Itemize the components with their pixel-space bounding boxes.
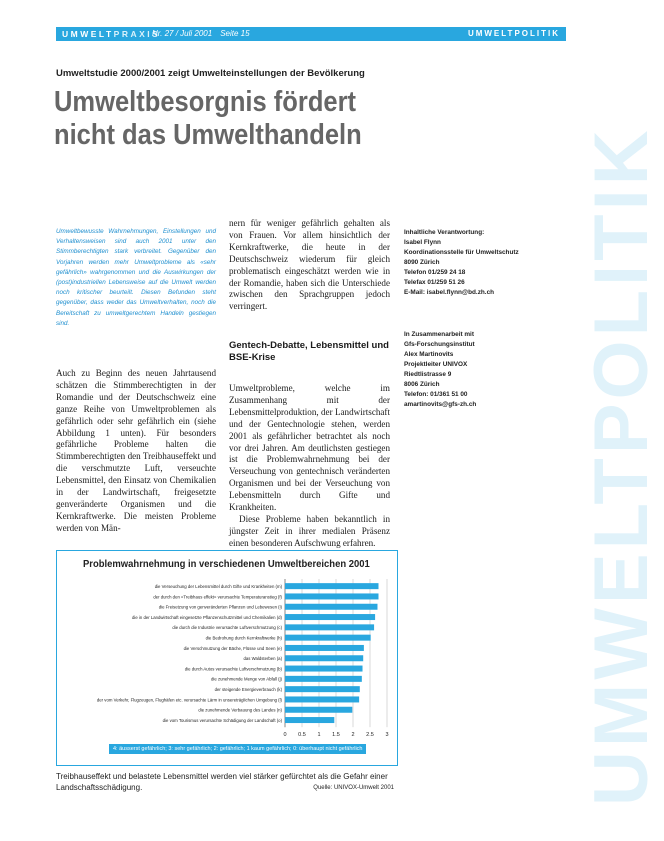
chart-bar [285,614,375,620]
article-subhead: Gentech-Debatte, Lebensmittel und BSE-Krise [229,340,389,363]
page-number: Seite 15 [220,29,250,38]
contact-line: Alex Martinovits [404,351,454,358]
headline-line-1: Umweltbesorgnis fördert [54,86,357,118]
contact-line: Riedtlistrasse 9 [404,371,452,378]
chart-bar [285,635,371,641]
chart-bar [285,593,379,599]
category-label: der durch den «Treibhaus effekt» verursachte Temperaturanstieg (f) [153,594,282,600]
header-bar [56,27,566,41]
chart-bar [285,696,359,702]
contact-line: In Zusammenarbeit mit [404,331,474,338]
chart-figure [56,550,398,766]
x-tick-label: 2 [351,732,355,739]
category-label: die vom Tourismus verursachte Schädigung der Landschaft (o) [162,717,282,723]
article-kicker: Umweltstudie 2000/2001 zeigt Umwelteinstellungen der Bevölkerung [56,68,365,79]
x-tick-label: 3 [385,732,389,739]
contact-line: Telefax 01/259 51 26 [404,279,465,286]
category-label: die Freisetzung von genveränderten Pflanzen und Lebewesen (i) [158,604,282,610]
category-label: der vom Verkehr, Flugzeugen, Flughäfen etc. verursachte Lärm in unsereträglichen Umgebung (l) [96,697,282,703]
category-label: die zunehmende Menge von Abfall (j) [211,676,282,682]
chart-bar [285,717,334,723]
chart-legend: 4: äusserst gefährlich; 3: sehr gefährlich; 2: gefährlich; 1 kaum gefährlich; 0: überhaupt nicht gefährlich [109,744,366,754]
body-column-2-continued [229,383,390,550]
category-label: die durch Autos verursachte Luftverschmutzung (b) [184,666,282,672]
category-label: die zunehmende Verbauung des Landes (n) [198,707,282,713]
x-tick-label: 0 [283,732,287,739]
chart-bar [285,707,352,713]
chart-bar [285,583,379,589]
category-label: die Verschmutzung der Bäche, Flüsse und Seen (e) [183,645,282,651]
chart-bar [285,624,374,630]
contact-line: Gfs-Forschungsinstitut [404,341,475,348]
figure-caption: Treibhauseffekt und belastete Lebensmittel werden viel stärker gefürchtet als die Gefahr einer Landschaftsschädigung. [56,772,388,792]
section-watermark: UMWELTPOLITIK [579,126,664,806]
chart-bar [285,676,362,682]
chart-bar [285,686,360,692]
x-tick-label: 0.5 [298,732,306,739]
body-paragraph: Diese Probleme haben bekanntlich in jüngster Zeit in ihrer medialen Präsenz einen besonderen Aufschwung erfahren. [229,513,390,548]
article-headline [54,86,406,152]
contact-email[interactable]: amartinovits@gfs-zh.ch [404,401,477,408]
category-label: die Verseuchung der Lebensmittel durch Gifte und Krankheiten (m) [154,583,282,589]
contact-email[interactable]: E-Mail: isabel.flynn@bd.zh.ch [404,289,495,296]
category-label: die Bedrohung durch Kernkraftwerke (h) [205,635,282,641]
brand-logo: UMWELTPRAXIS [62,29,161,39]
chart-bar [285,604,377,610]
chart-bar [285,645,364,651]
contact-line: 8006 Zürich [404,381,440,388]
section-label: UMWELTPOLITIK [467,29,560,38]
article-lead: Umweltbewusste Wahrnehmungen, Einstellungen und Verhaltensweisen sind auch 2001 unter den Stimmberechtigten stark verbreitet. Gegenüber den Vorjahren werden mehr Umweltprobleme als «sehr gefährlich» wahrgenommen und die Auswirkungen der (post)industriellen Lebensweise auf die Umwelt werden noch kritischer beurteilt. Diesen Befunden steht gegenüber, dass weder das Umweltverhalten, noch die Bereitschaft zu umweltgerechtem Handeln gestiegen sind. [56,228,216,327]
contact-block-responsible [404,228,554,298]
contact-line: Projektleiter UNIVOX [404,361,468,368]
contact-line: Koordinationsstelle für Umweltschutz [404,249,519,256]
figure-source: Quelle: UNIVOX-Umwelt 2001 [313,785,394,791]
x-tick-label: 1.5 [332,732,340,739]
contact-line: Telefon: 01/361 51 00 [404,391,468,398]
contact-block-partner [404,330,554,410]
category-label: der steigende Energieverbrauch (k) [214,686,282,692]
headline-line-2: nicht das Umwelthandeln [54,119,362,151]
x-tick-label: 2.5 [366,732,374,739]
bar-chart [57,551,397,765]
contact-line: Isabel Flynn [404,239,441,246]
chart-bar [285,666,363,672]
body-column-1: Auch zu Beginn des neuen Jahrtausend schätzen die Stimmberechtigten in der Romandie und der Deutschschweiz eine ganze Reihe von Umweltproblemen als gefährlich oder sehr gefährlich ein (siehe Abbildung 1 unten). Für besonders gefährliche Probleme halten die Stimmberechtigten den Treibhauseffekt und die verschmutzte Luft, verseuchte Lebensmittel, den Einsatz von Chemikalien in der Landwirtschaft, freigesetzte genveränderte Organismen und die Kernkraftwerke. Die meisten Probleme werden von Män- [56,368,216,533]
body-column-2: nern für weniger gefährlich gehalten als von Frauen. Vor allem hinsichtlich der Kernkraftwerke, die heute in der Deutschschweiz wiederum für gleich problematisch eingeschätzt werden wie in der Romandie, haben sich die Unterschiede zwischen den Sprachgruppen jedoch verringert. [229,218,390,312]
category-label: die durch die Industrie verursachte Luftverschmutzung (c) [172,625,282,631]
issue-info [152,27,258,41]
contact-line: Telefon 01/259 24 18 [404,269,466,276]
category-label: das Waldsterben (a) [243,656,282,662]
category-label: die in der Landwirtschaft eingesetzte Pflanzenschutzmittel und Chemikalien (d) [132,614,282,620]
contact-line: Inhaltliche Verantwortung: [404,229,485,236]
chart-title: Problemwahrnehmung in verschiedenen Umweltbereichen 2001 [83,558,370,570]
issue-number: Nr. 27 / Juli 2001 [152,29,213,38]
chart-bar [285,655,363,661]
body-paragraph: Umweltprobleme, welche im Zusammenhang mit der Lebensmittelproduktion, der Landwirtschaft und der Gentechnologie stehen, werden 2001 als gefährlicher betrachtet als noch vor drei Jahren. Am deutlichsten gestiegen ist die Problemwahrnehmung bei der Verseuchung von gentechnisch veränderten Organismen und bei der Verseuchung von Lebensmitteln durch Gifte und Krankheiten. [229,383,390,513]
contact-line: 8090 Zürich [404,259,440,266]
x-tick-label: 1 [317,732,321,739]
